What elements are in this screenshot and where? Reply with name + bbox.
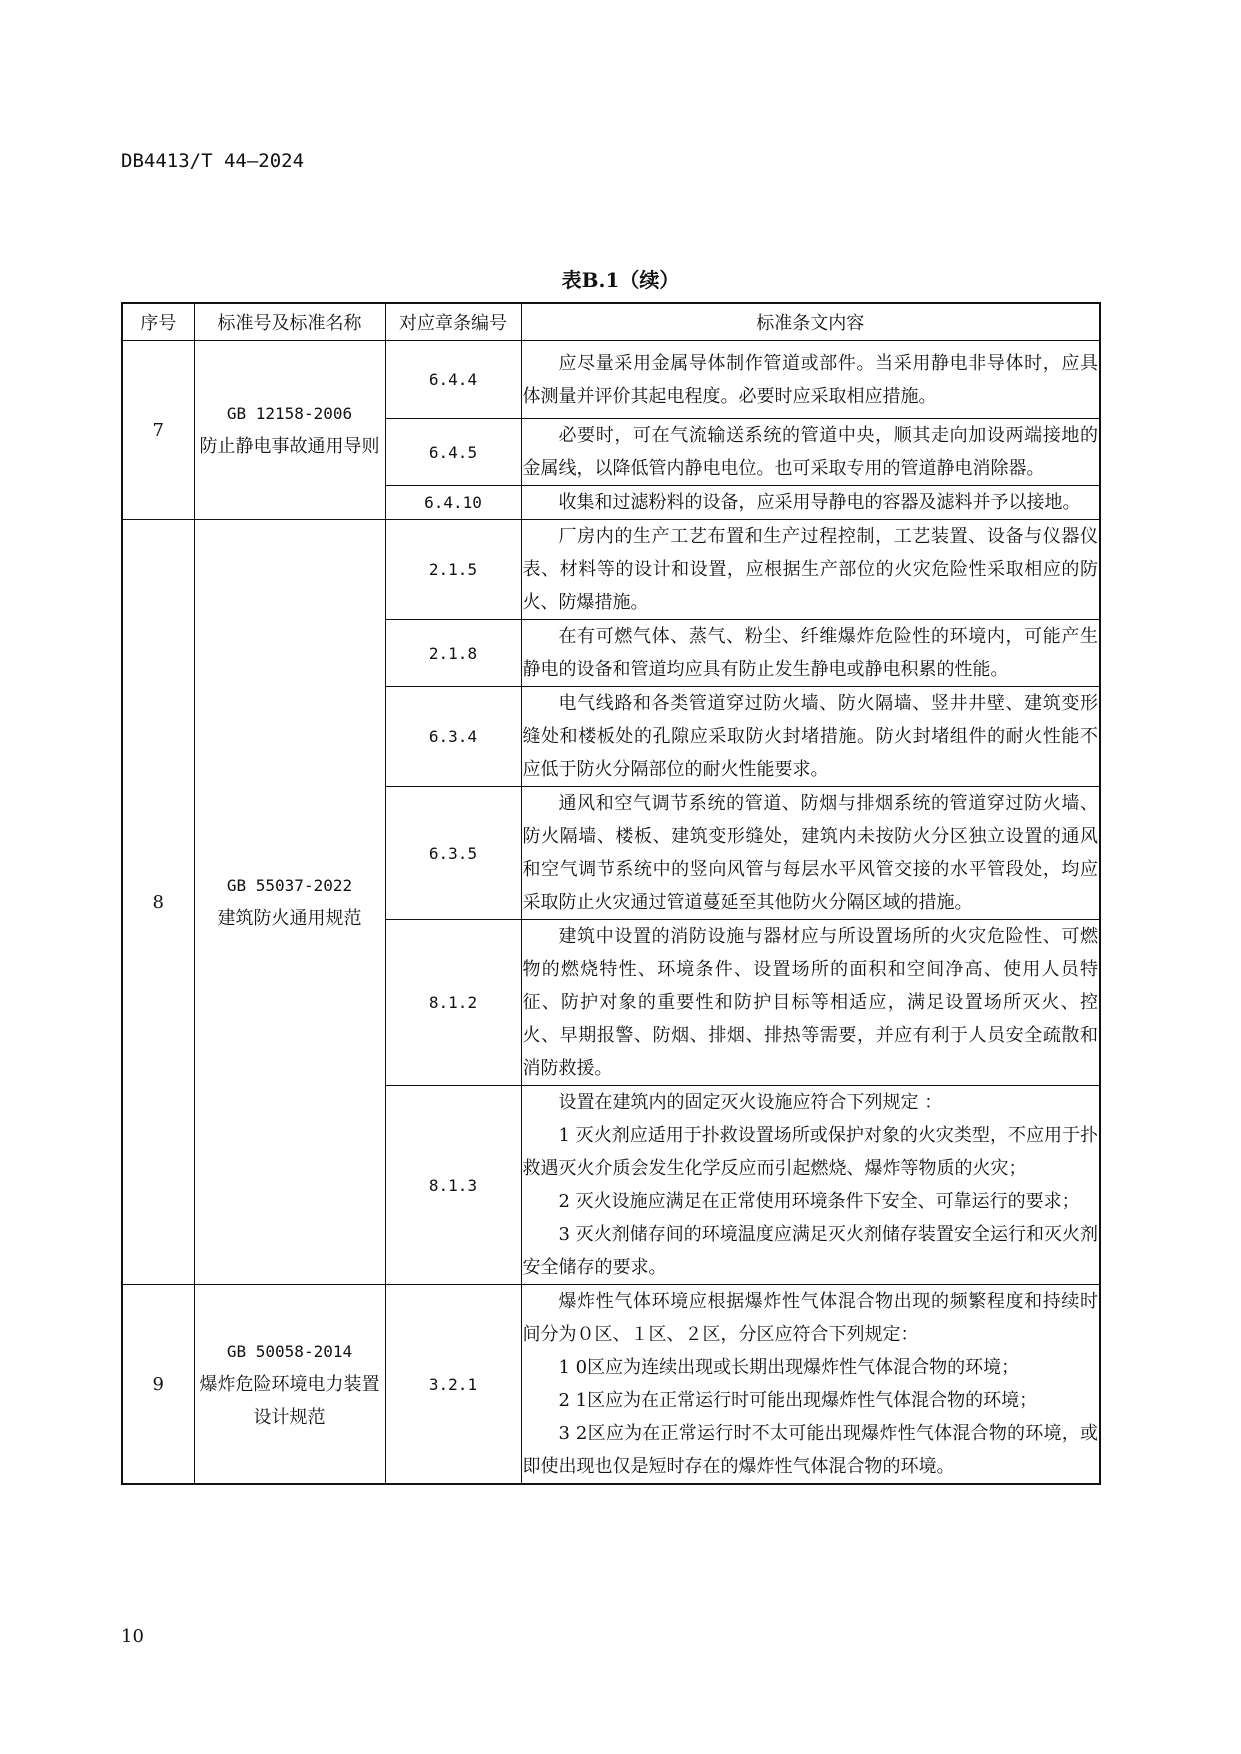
standards-table [121, 302, 1101, 1485]
clause-paragraph: 收集和过滤粉料的设备，应采用导静电的容器及滤料并予以接地。 [558, 492, 1081, 513]
table-row [122, 341, 1100, 419]
clause-number-cell: 6.4.5 [385, 419, 521, 486]
clause-content-cell [521, 787, 1100, 920]
clause-paragraph: 3 2区应为在正常运行时不太可能出现爆炸性气体混合物的环境，或即使出现也仅是短时存在的爆炸性气体混合物的环境。 [522, 1423, 1098, 1477]
standard-code: GB 50058-2014 [226, 1341, 353, 1361]
clause-content-cell [521, 341, 1100, 419]
clause-paragraph: 应尽量采用金属导体制作管道或部件。当采用静电非导体时，应具体测量并评价其起电程度。必要时应采取相应措施。 [522, 352, 1098, 407]
clause-paragraph: 1 0区应为连续出现或长期出现爆炸性气体混合物的环境； [558, 1357, 1020, 1378]
column-header: 标准号及标准名称 [194, 303, 385, 341]
clause-content-cell [521, 920, 1100, 1086]
serial-number-cell: 9 [122, 1285, 194, 1485]
clause-number-cell: 3.2.1 [385, 1285, 521, 1485]
standard-cell [194, 341, 385, 520]
clause-paragraph: 厂房内的生产工艺布置和生产过程控制，工艺装置、设备与仪器仪表、材料等的设计和设置，应根据生产部位的火灾危险性采取相应的防火、防爆措施。 [522, 526, 1098, 613]
serial-number-cell: 7 [122, 341, 194, 520]
clause-content-cell [521, 687, 1100, 787]
standard-cell [194, 1285, 385, 1485]
clause-number-cell: 6.3.4 [385, 687, 521, 787]
clause-content-cell [521, 419, 1100, 486]
column-header: 标准条文内容 [521, 303, 1100, 341]
clause-content-cell [521, 620, 1100, 687]
table-row [122, 1285, 1100, 1485]
clause-paragraph: 2 1区应为在正常运行时可能出现爆炸性气体混合物的环境； [558, 1390, 1038, 1411]
clause-paragraph: 爆炸性气体环境应根据爆炸性气体混合物出现的频繁程度和持续时间分为０区、１区、２区，分区应符合下列规定： [522, 1291, 1098, 1345]
clause-paragraph: 在有可燃气体、蒸气、粉尘、纤维爆炸危险性的环境内，可能产生静电的设备和管道均应具有防止发生静电或静电积累的性能。 [522, 626, 1098, 680]
clause-paragraph: 设置在建筑内的固定灭火设施应符合下列规定 ： [558, 1092, 943, 1113]
clause-number-cell: 8.1.2 [385, 920, 521, 1086]
clause-number-cell: 8.1.3 [385, 1086, 521, 1285]
table-header-row [122, 303, 1100, 341]
clause-number-cell: 6.4.10 [385, 486, 521, 520]
standard-name: 防止静电事故通用导则 [199, 436, 380, 457]
clause-number-cell: 6.4.4 [385, 341, 521, 419]
standard-name: 爆炸危险环境电力装置设计规范 [199, 1373, 380, 1428]
standard-code: GB 55037-2022 [226, 876, 353, 895]
column-header: 序号 [122, 303, 194, 341]
standard-name: 建筑防火通用规范 [217, 908, 362, 929]
clause-paragraph: 3 灭火剂储存间的环境温度应满足灭火剂储存装置安全运行和灭火剂安全储存的要求。 [522, 1224, 1098, 1278]
table-title: 表B.1（续） [561, 268, 680, 292]
clause-content-cell [521, 520, 1100, 620]
clause-number-cell: 2.1.8 [385, 620, 521, 687]
clause-paragraph: 通风和空气调节系统的管道、防烟与排烟系统的管道穿过防火墙、防火隔墙、楼板、建筑变形缝处，建筑内未按防火分区独立设置的通风和空气调节系统中的竖向风管与每层水平风管交接的水平管段处，均应采取防止火灾通过管道蔓延至其他防火分隔区域的措施。 [522, 793, 1098, 913]
clause-content-cell [521, 1285, 1100, 1485]
clause-paragraph: 1 灭火剂应适用于扑救设置场所或保护对象的火灾类型，不应用于扑救遇灭火介质会发生化学反应而引起燃烧、爆炸等物质的火灾； [522, 1125, 1098, 1179]
clause-content-cell [521, 1086, 1100, 1285]
page-number: 10 [121, 1626, 144, 1647]
document-code-header: DB4413/T 44—2024 [121, 150, 305, 172]
clause-number-cell: 2.1.5 [385, 520, 521, 620]
clause-number-cell: 6.3.5 [385, 787, 521, 920]
standard-cell [194, 520, 385, 1285]
table-row [122, 520, 1100, 620]
clause-content-cell [521, 486, 1100, 520]
column-header: 对应章条编号 [385, 303, 521, 341]
serial-number-cell: 8 [122, 520, 194, 1285]
clause-paragraph: 建筑中设置的消防设施与器材应与所设置场所的火灾危险性、可燃物的燃烧特性、环境条件、设置场所的面积和空间净高、使用人员特征、防护对象的重要性和防护目标等相适应，满足设置场所灭火、控火、早期报警、防烟、排烟、排热等需要，并应有利于人员安全疏散和消防救援。 [522, 926, 1098, 1079]
standard-code: GB 12158-2006 [226, 404, 353, 423]
clause-paragraph: 2 灭火设施应满足在正常使用环境条件下安全、可靠运行的要求； [558, 1191, 1080, 1212]
clause-paragraph: 必要时，可在气流输送系统的管道中央，顺其走向加设两端接地的金属线，以降低管内静电电位。也可采取专用的管道静电消除器。 [522, 425, 1098, 479]
clause-paragraph: 电气线路和各类管道穿过防火墙、防火隔墙、竖井井壁、建筑变形缝处和楼板处的孔隙应采取防火封堵措施。防火封堵组件的耐火性能不应低于防火分隔部位的耐火性能要求。 [522, 693, 1098, 780]
